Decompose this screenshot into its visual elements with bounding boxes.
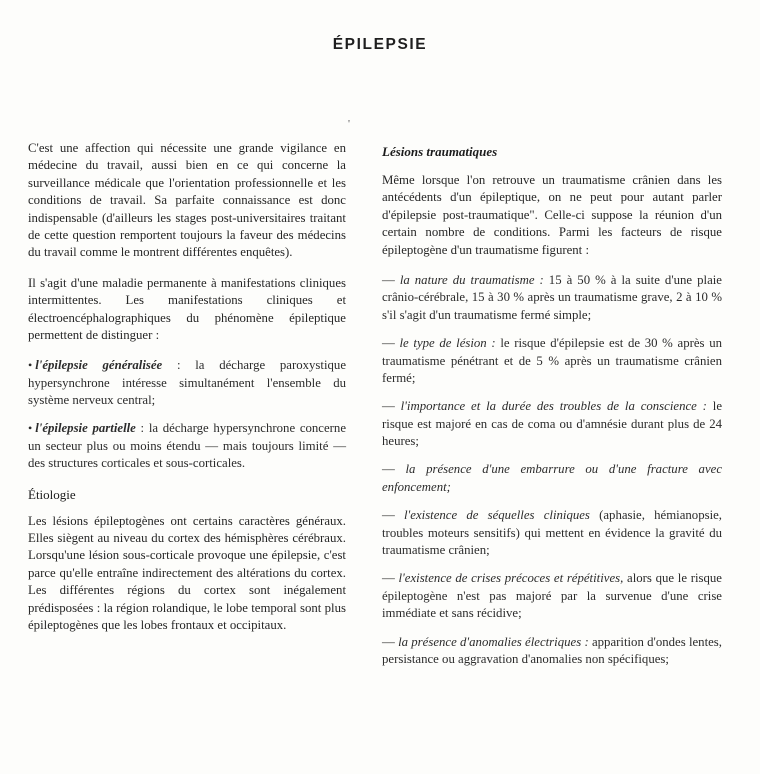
- subsection-heading-etiologie: Étiologie: [28, 486, 76, 502]
- page-title: ÉPILEPSIE: [332, 36, 428, 53]
- list-item-lead: l'importance et la durée des troubles de la conscience :: [400, 399, 707, 414]
- dash-marker: —: [382, 399, 395, 414]
- list-item: [382, 507, 722, 559]
- dash-marker: —: [382, 571, 395, 586]
- intro-paragraph-1: C'est une affection qui nécessite une grande vigilance en médecine du travail, aussi bien en ce qui concerne la surveillance médicale que l'orientation professionnelle et les conditions de travail. Sa parfaite connaissance est donc indispensable (d'ailleurs les stages post-universitaires traitant de cette question remportent toujours la faveur des médecins du travail comme le montrent différentes enquêtes).: [28, 141, 346, 260]
- section-heading-lesions-traumatiques: Lésions traumatiques: [382, 144, 498, 159]
- list-item-lead: l'épilepsie partielle: [35, 421, 136, 436]
- list-item: [382, 398, 722, 450]
- intro-paragraph-2: Il s'agit d'une maladie permanente à manifestations cliniques intermittentes. Les manifestations cliniques et électroencéphalographiques du phénomène épileptique permettent de distinguer :: [28, 275, 346, 342]
- list-item: [382, 570, 722, 622]
- list-item-lead: l'existence de crises précoces et répétitives,: [398, 571, 624, 586]
- dash-marker: —: [382, 272, 395, 287]
- list-item-lead: l'existence de séquelles cliniques: [403, 508, 590, 523]
- list-item: [382, 634, 722, 669]
- lesions-intro-paragraph: Même lorsque l'on retrouve un traumatisme crânien dans les antécédents d'un épileptique, on ne peut pour autant parler d'épilepsie post-traumatique". Celle-ci suppose la réunion d'un certain nombre de conditions. Parmi les facteurs de risque épileptogène d'un traumatisme figurent :: [382, 173, 722, 257]
- list-item-lead: la présence d'une embarrure ou d'une fracture avec enfoncement;: [382, 462, 722, 494]
- dash-marker: —: [382, 336, 395, 351]
- list-item-text: 15 à 50 % à la suite d'une plaie crânio-cérébrale, 15 à 30 % après un traumatisme grave, 2 à 10 % s'il s'agit d'un traumatisme fermé simple;: [382, 272, 722, 322]
- list-item-lead: la présence d'anomalies électriques :: [398, 634, 589, 649]
- dash-marker: —: [382, 462, 395, 477]
- list-item-text: : la décharge hypersynchrone concerne un secteur plus ou moins étendu — mais toujours limité — des structures corticales et sous-corticales.: [28, 421, 346, 471]
- list-item: [28, 357, 346, 409]
- bullet-dot-icon: •: [28, 358, 33, 373]
- two-column-body: [28, 140, 738, 679]
- list-item-text: le risque d'épilepsie est de 30 % après un traumatisme pénétrant et de 5 % après un traumatisme crânien fermé;: [382, 336, 722, 385]
- etiologie-paragraph: Les lésions épileptogènes ont certains caractères généraux. Elles siègent au niveau du cortex des hémisphères cérébraux. Lorsqu'une lésion sous-corticale provoque une épilepsie, c'est parce qu'elle entraîne indirectement des altérations du cortex. Les différentes régions du cortex sont inégalement prédisposées : la région rolandique, le lobe temporal sont plus épileptogènes que les lobes frontaux et occipitaux.: [28, 513, 346, 632]
- list-item-text: (aphasie, hémianopsie, troubles moteurs sensitifs) qui mettent en évidence la gravité du traumatisme crânien;: [382, 508, 723, 558]
- left-column: [28, 140, 346, 679]
- list-item-lead: la nature du traumatisme :: [399, 272, 544, 287]
- dash-marker: —: [382, 508, 395, 523]
- list-item-text: apparition d'ondes lentes, persistance ou aggravation d'anomalies non spécifiques;: [382, 634, 722, 666]
- dash-marker: —: [382, 634, 395, 649]
- bullet-dot-icon: •: [28, 421, 33, 436]
- list-item: [382, 461, 722, 496]
- list-item-lead: le type de lésion :: [399, 336, 496, 351]
- list-item-text: le risque est majoré en cas de coma ou d'amnésie durant plus de 24 heures;: [382, 399, 722, 449]
- right-column: [382, 140, 722, 679]
- list-item: [382, 272, 722, 324]
- list-item: [382, 335, 722, 387]
- list-item-text: : la décharge paroxystique hypersynchrone intéresse simultanément l'ensemble du système nerveux central;: [28, 358, 346, 408]
- list-item-text: alors que le risque épileptogène n'est pas majoré par la survenue d'une crise immédiate et sans récidive;: [382, 571, 722, 621]
- list-item-lead: l'épilepsie généralisée: [35, 358, 163, 373]
- stray-mark: ': [348, 118, 350, 130]
- list-item: [28, 420, 346, 472]
